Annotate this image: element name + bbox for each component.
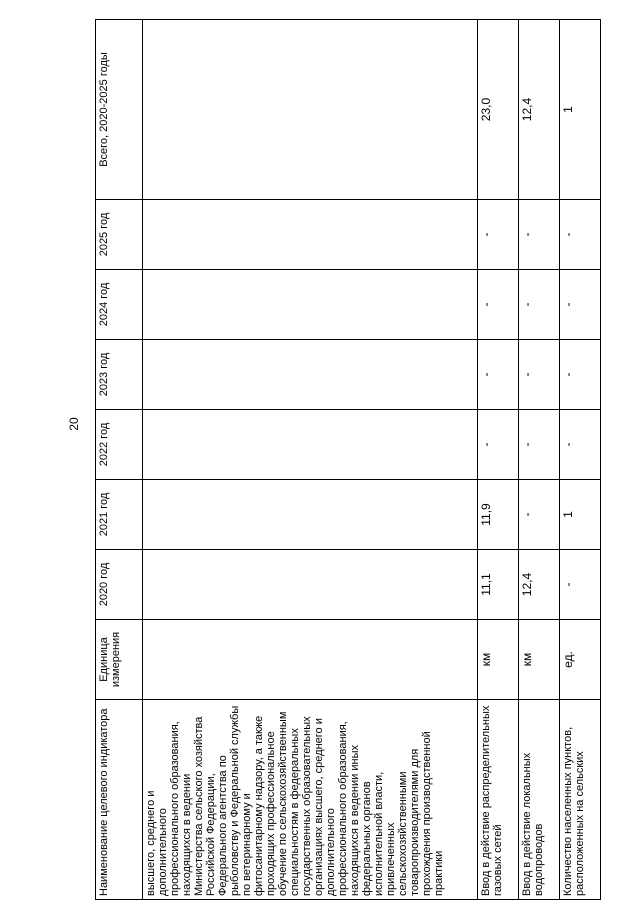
total-cell xyxy=(143,20,478,200)
value-2021-cell: - xyxy=(519,480,560,550)
header-unit: Единица измерения xyxy=(96,620,143,700)
value-2023-cell: - xyxy=(478,340,519,410)
value-2020-cell: 11,1 xyxy=(478,550,519,620)
total-cell: 12,4 xyxy=(519,20,560,200)
value-2021-cell: 11,9 xyxy=(478,480,519,550)
header-2020: 2020 год xyxy=(96,550,143,620)
value-2023-cell: - xyxy=(519,340,560,410)
total-cell: 23,0 xyxy=(478,20,519,200)
table-header-row xyxy=(96,20,143,900)
value-2023-cell: - xyxy=(560,340,601,410)
indicator-name-cell: Количество населенных пунктов, расположенных на сельских xyxy=(560,700,601,900)
indicator-name-cell: Ввод в действие локальных водопроводов xyxy=(519,700,560,900)
unit-cell: км xyxy=(478,620,519,700)
header-indicator-name: Наименование целевого индикатора xyxy=(96,700,143,900)
header-2023: 2023 год xyxy=(96,340,143,410)
header-2022: 2022 год xyxy=(96,410,143,480)
header-2024: 2024 год xyxy=(96,270,143,340)
page-number: 20 xyxy=(67,417,81,431)
table-row xyxy=(478,20,519,900)
value-2021-cell xyxy=(143,480,478,550)
value-2021-cell: 1 xyxy=(560,480,601,550)
table-container xyxy=(95,20,595,900)
value-2020-cell xyxy=(143,550,478,620)
total-cell: 1 xyxy=(560,20,601,200)
indicator-name-cell: Ввод в действие распределительных газовых сетей xyxy=(478,700,519,900)
value-2024-cell xyxy=(143,270,478,340)
table-row xyxy=(560,20,601,900)
table-row xyxy=(519,20,560,900)
table-row xyxy=(143,20,478,900)
value-2025-cell: - xyxy=(560,200,601,270)
unit-cell xyxy=(143,620,478,700)
value-2022-cell: - xyxy=(519,410,560,480)
value-2025-cell: - xyxy=(519,200,560,270)
header-2025: 2025 год xyxy=(96,200,143,270)
value-2022-cell: - xyxy=(560,410,601,480)
value-2024-cell: - xyxy=(519,270,560,340)
unit-cell: ед. xyxy=(560,620,601,700)
indicators-table xyxy=(95,19,601,900)
indicator-name-cell: высшего, среднего и дополнительного профессионального образования, находящихся в ведении Министерства сельского хозяйства Российской Федерации, Федерального агентства по рыболовству и Федеральной службы по ветеринарному и фитосанитарному надзору, а также проходящих профессиональное обучение по сельскохозяйственным специальностям в федеральных государственных образовательных организациях высшего, среднего и дополнительного профессионального образования, находящихся в ведении иных федеральных органов исполнительной власти, привлеченных сельскохозяйственными товаропроизводителями для прохождения производственной практики xyxy=(143,700,478,900)
header-2021: 2021 год xyxy=(96,480,143,550)
value-2023-cell xyxy=(143,340,478,410)
unit-cell: км xyxy=(519,620,560,700)
value-2020-cell: 12,4 xyxy=(519,550,560,620)
value-2024-cell: - xyxy=(478,270,519,340)
value-2022-cell: - xyxy=(478,410,519,480)
value-2025-cell: - xyxy=(478,200,519,270)
value-2022-cell xyxy=(143,410,478,480)
header-total: Всего, 2020-2025 годы xyxy=(96,20,143,200)
value-2025-cell xyxy=(143,200,478,270)
value-2020-cell: - xyxy=(560,550,601,620)
value-2024-cell: - xyxy=(560,270,601,340)
